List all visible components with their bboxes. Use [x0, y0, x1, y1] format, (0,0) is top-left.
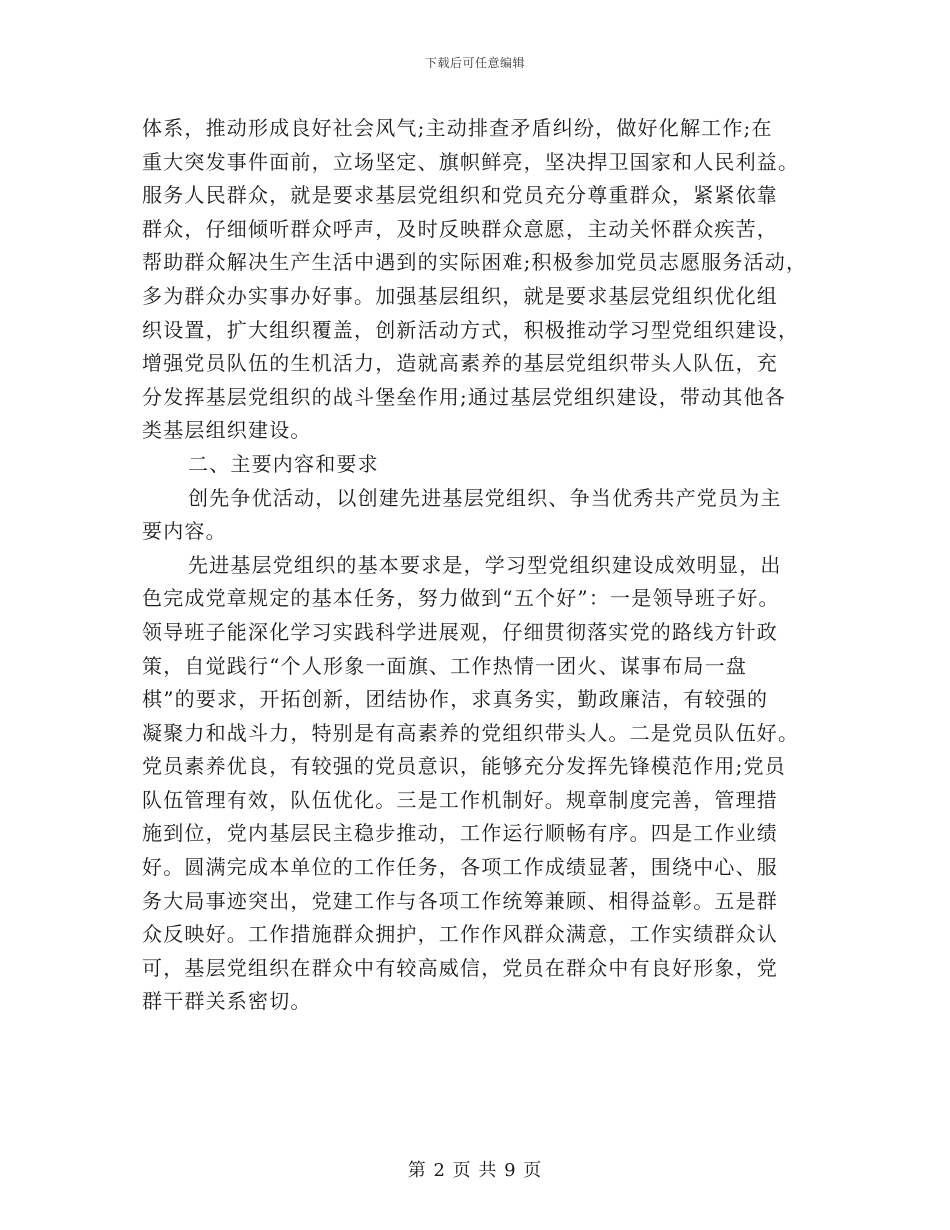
page-header: 下载后可任意编辑 [424, 56, 525, 70]
text-line: 二、主要内容和要求 [188, 451, 379, 476]
text-line: 帮助群众解决生产生活中遇到的实际困难;积极参加党员志愿服务活动， [142, 250, 808, 275]
text-line: 队伍管理有效，队伍优化。三是工作机制好。规章制度完善，管理措 [142, 787, 778, 812]
text-line: 分发挥基层党组织的战斗堡垒作用;通过基层党组织建设，带动其他各 [142, 384, 786, 409]
text-line: 好。圆满完成本单位的工作任务，各项工作成绩显著，围绕中心、服 [142, 855, 778, 880]
text-line: 增强党员队伍的生机活力，造就高素养的基层党组织带头人队伍，充 [142, 351, 778, 376]
text-line: 棋”的要求，开拓创新，团结协作，求真务实，勤政廉洁，有较强的 [142, 687, 769, 712]
text-line: 群干群关系密切。 [142, 989, 312, 1014]
text-line: 群众，仔细倾听群众呼声，及时反映群众意愿，主动关怀群众疾苦， [142, 216, 778, 241]
text-line: 可，基层党组织在群众中有较高威信，党员在群众中有良好形象，党 [142, 955, 778, 980]
text-line: 织设置，扩大组织覆盖，创新活动方式，积极推动学习型党组织建设， [142, 317, 800, 342]
text-line: 务大局事迹突出，党建工作与各项工作统筹兼顾、相得益彰。五是群 [142, 888, 778, 913]
text-line: 体系，推动形成良好社会风气;主动排查矛盾纠纷，做好化解工作;在 [142, 116, 773, 140]
text-line: 领导班子能深化学习实践科学进展观，仔细贯彻落实党的路线方针政 [142, 619, 778, 644]
text-line: 先进基层党组织的基本要求是，学习型党组织建设成效明显，出 [188, 552, 782, 577]
text-line: 施到位，党内基层民主稳步推动，工作运行顺畅有序。四是工作业绩 [142, 821, 778, 846]
text-line: 众反映好。工作措施群众拥护，工作作风群众满意，工作实绩群众认 [142, 922, 778, 947]
text-line: 类基层组织建设。 [142, 418, 312, 443]
document-body [142, 112, 817, 1019]
page-number-footer: 第 2 页 共 9 页 [407, 1160, 543, 1181]
text-line: 色完成党章规定的基本任务，努力做到“五个好”：一是领导班子好。 [142, 586, 780, 611]
text-line: 重大突发事件面前，立场坚定、旗帜鲜亮，坚决捍卫国家和人民利益。 [142, 149, 800, 174]
text-line: 要内容。 [142, 519, 227, 544]
text-line: 服务人民群众，就是要求基层党组织和党员充分尊重群众，紧紧依靠 [142, 183, 778, 208]
text-line: 党员素养优良，有较强的党员意识，能够充分发挥先锋模范作用;党员 [142, 754, 786, 779]
text-line: 策，自觉践行“个人形象一面旗、工作热情一团火、谋事布局一盘 [142, 653, 748, 678]
text-line: 凝聚力和战斗力，特别是有高素养的党组织带头人。二是党员队伍好。 [142, 720, 800, 745]
text-line: 多为群众办实事办好事。加强基层组织，就是要求基层党组织优化组 [142, 283, 778, 308]
text-line: 创先争优活动，以创建先进基层党组织、争当优秀共产党员为主 [188, 485, 782, 510]
